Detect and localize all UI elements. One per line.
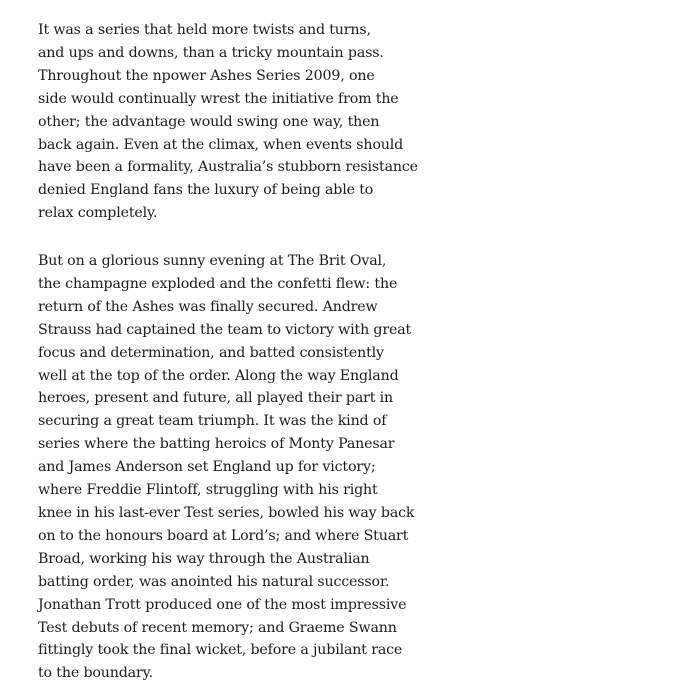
paragraph-line: knee in his last-ever Test series, bowled his way back — [38, 504, 415, 521]
paragraph-line: It was a series that held more twists and turns, — [38, 22, 371, 38]
paragraph-line: Throughout the npower Ashes Series 2009, one — [38, 67, 375, 84]
paragraph-line: heroes, present and future, all played their part in — [38, 390, 394, 407]
paragraph-line: fittingly took the final wicket, before a jubilant race — [38, 642, 403, 659]
paragraph-line: focus and determination, and batted consistently — [38, 344, 384, 361]
paragraph-1 — [38, 19, 438, 225]
paragraph-line: side would continually wrest the initiative from the — [38, 90, 399, 107]
paragraph-line: to the boundary. — [38, 665, 153, 682]
paragraph-2 — [38, 250, 438, 685]
paragraph-line: have been a formality, Australia’s stubborn resistance — [38, 159, 418, 176]
paragraph-line: Test debuts of recent memory; and Graeme Swann — [38, 619, 397, 636]
paragraph-line: series where the batting heroics of Monty Panesar — [38, 436, 395, 453]
paragraph-line: Strauss had captained the team to victory with great — [38, 321, 412, 338]
paragraph-line: well at the top of the order. Along the way England — [38, 367, 399, 384]
paragraph-line: other; the advantage would swing one way, then — [38, 113, 380, 130]
paragraph-line: But on a glorious sunny evening at The Brit Oval, — [38, 253, 387, 269]
paragraph-line: securing a great team triumph. It was the kind of — [38, 413, 387, 430]
paragraph-line: relax completely. — [38, 205, 158, 222]
paragraph-line: batting order, was anointed his natural successor. — [38, 573, 390, 590]
paragraph-line: Broad, working his way through the Australian — [38, 550, 370, 567]
paragraph-line: back again. Even at the climax, when events should — [38, 136, 404, 153]
paragraph-line: the champagne exploded and the confetti flew: the — [38, 275, 398, 292]
paragraph-line: and ups and downs, than a tricky mountain pass. — [38, 44, 384, 61]
paragraph-line: return of the Ashes was finally secured. Andrew — [38, 298, 378, 315]
paragraph-line: where Freddie Flintoff, struggling with his right — [38, 482, 378, 499]
paragraph-line: denied England fans the luxury of being able to — [38, 182, 374, 199]
paragraph-line: and James Anderson set England up for victory; — [38, 459, 376, 476]
paragraph-line: Jonathan Trott produced one of the most impressive — [38, 596, 407, 613]
paragraph-line: on to the honours board at Lord’s; and where Stuart — [38, 527, 409, 544]
